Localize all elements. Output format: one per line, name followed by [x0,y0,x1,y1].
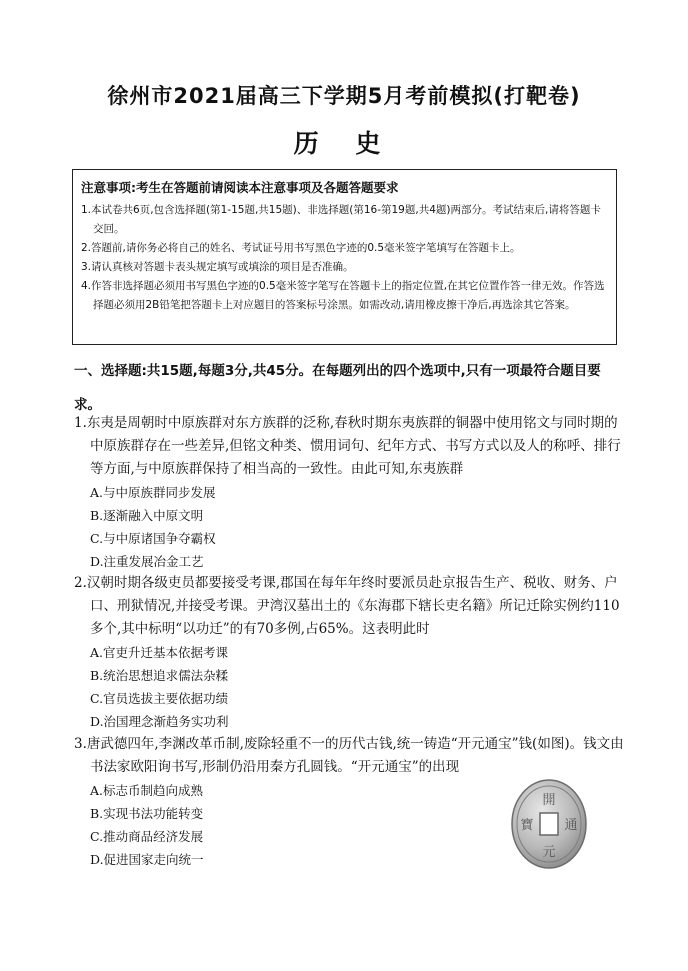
coin-char-right: 通 [564,818,578,833]
option-b: B.逐渐融入中原文明 [90,508,204,523]
option-a: A.官吏升迁基本依据考课 [90,645,229,660]
option-a: A.与中原族群同步发展 [90,485,216,500]
option-d: D.治国理念渐趋务实功利 [90,714,229,729]
notice-box [72,169,617,345]
notice-item: 4.作答非选择题必须用书写黑色字迹的0.5毫米签字笔写在答题卡上的指定位置,在其它位置作答一律无效。作答选择题必须用2B铅笔把答题卡上对应题目的答案标号涂黑。如需改动,请用橡皮擦干净后,再选涂其它答案。 [81,280,605,311]
coin-char-left: 寶 [520,818,534,833]
option-d: D.促进国家走向统一 [90,852,204,867]
option-b: B.实现书法功能转变 [90,806,204,821]
kaiyuan-coin-image [510,776,588,872]
question-1 [74,412,626,573]
exam-title: 徐州市2021届高三下学期5月考前模拟(打靶卷) [107,84,581,108]
exam-subject: 历 史 [293,129,395,158]
notice-item: 1.本试卷共6页,包含选择题(第1-15题,共15题)、非选择题(第16-第19题,共4题)两部分。考试结束后,请将答题卡交回。 [81,204,601,235]
option-c: C.推动商品经济发展 [90,829,204,844]
question-2 [74,572,626,733]
coin-char-top: 開 [542,793,556,808]
coin-char-bottom: 元 [542,845,556,860]
option-c: C.与中原诸国争夺霸权 [90,531,216,546]
section-heading: 一、选择题:共15题,每题3分,共45分。在每题列出的四个选项中,只有一项最符合题目要求。 [74,363,601,413]
question-stem: 2.汉朝时期各级吏员都要接受考课,郡国在每年年终时要派员赴京报告生产、税收、财务、户口、刑狱情况,并接受考课。尹湾汉墓出土的《东海郡下辖长吏名籍》所记迁除实例约110多个,其中标明“以功迁”的有70多例,占65%。这表明此时 [74,575,620,637]
notice-item: 3.请认真核对答题卡表头规定填写或填涂的项目是否准确。 [81,261,354,273]
question-stem: 1.东夷是周朝时中原族群对东方族群的泛称,春秋时期东夷族群的铜器中使用铭文与同时期的中原族群存在一些差异,但铭文种类、惯用词句、纪年方式、书写方式以及人的称呼、排行等方面,与中原族群保持了相当高的一致性。由此可知,东夷族群 [74,415,621,477]
option-a: A.标志币制趋向成熟 [90,783,204,798]
option-d: D.注重发展冶金工艺 [90,554,204,569]
option-c: C.官员选拔主要依据功绩 [90,691,229,706]
option-b: B.统治思想追求儒法杂糅 [90,668,229,683]
notice-item: 2.答题前,请你务必将自己的姓名、考试证号用书写黑色字迹的0.5毫米签字笔填写在答题卡上。 [81,242,521,254]
notice-heading: 注意事项:考生在答题前请阅读本注意事项及各题答题要求 [81,180,399,195]
question-stem: 3.唐武德四年,李渊改革币制,废除轻重不一的历代古钱,统一铸造“开元通宝”钱(如图)。钱文由书法家欧阳询书写,形制仍沿用秦方孔圆钱。“开元通宝”的出现 [74,736,624,775]
